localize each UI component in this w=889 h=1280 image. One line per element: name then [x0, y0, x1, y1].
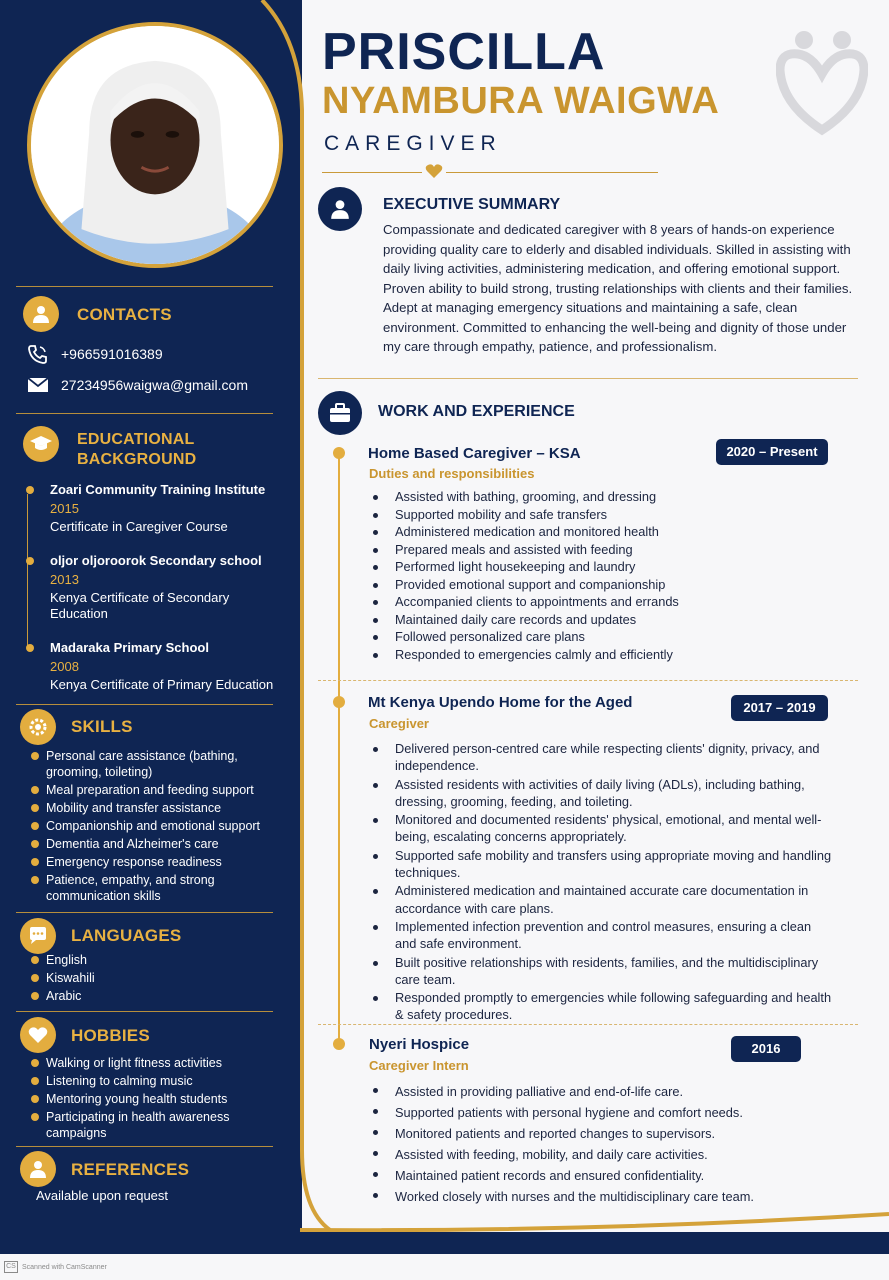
heart-divider-icon [425, 162, 443, 180]
job-subtitle: Duties and responsibilities [369, 466, 535, 481]
divider [318, 378, 858, 379]
scanner-text: Scanned with CamScanner [22, 1263, 107, 1271]
references-text: Available upon request [36, 1188, 169, 1203]
duty-item: Responded to emergencies calmly and efficiently [372, 646, 852, 664]
duty-item: Administered medication and monitored health [372, 523, 852, 541]
duty-item: Supported mobility and safe transfers [372, 506, 852, 524]
skill-item: Dementia and Alzheimer's care [30, 836, 280, 852]
skill-item: Mobility and transfer assistance [30, 800, 280, 816]
divider [318, 1024, 858, 1025]
education-year: 2008 [50, 659, 79, 674]
duties-list [372, 1081, 852, 1207]
duty-item: Monitored patients and reported changes to supervisors. [372, 1123, 852, 1144]
experience-timeline [338, 452, 340, 1048]
hobby-item: Listening to calming music [30, 1073, 280, 1089]
job-title: Home Based Caregiver – KSA [368, 445, 581, 462]
school-name: Madaraka Primary School [50, 640, 209, 655]
skill-item: Personal care assistance (bathing, grooming, toileting) [30, 748, 280, 780]
job-subtitle: Caregiver [369, 716, 429, 731]
heart-logo-icon [776, 26, 868, 138]
duty-item: Assisted residents with activities of daily living (ADLs), including bathing, dressing, grooming, feeding, and toileting. [372, 776, 832, 810]
duty-item: Maintained daily care records and updates [372, 611, 852, 629]
duty-item: Built positive relationships with residents, families, and the multidisciplinary care team. [372, 954, 832, 988]
job-title: Nyeri Hospice [369, 1036, 470, 1053]
job-period-badge: 2020 – Present [716, 439, 828, 465]
languages-title: LANGUAGES [71, 926, 182, 945]
scanner-logo: CS [4, 1261, 18, 1273]
role-title: CAREGIVER [324, 132, 502, 155]
education-detail: Kenya Certificate of Secondary Education [50, 590, 230, 621]
header-rule-left [322, 172, 422, 173]
hobby-item: Participating in health awareness campaigns [30, 1109, 280, 1141]
user-icon [318, 187, 362, 231]
skill-item: Patience, empathy, and strong communication skills [30, 872, 280, 904]
timeline-dot [333, 447, 345, 459]
header-rule-right [446, 172, 658, 173]
summary-text: Compassionate and dedicated caregiver with 8 years of hands-on experience providing quality care to elderly and disabled individuals. Skilled in assisting with daily living activities, administering medication, and offering emotional support. Proven ability to build strong, trusting relationships with clients and their families. Adept at managing emergency situations and maintaining a safe, clean environment. Committed to enhancing the well-being and dignity of those under my care through empathy, patience, and professionalism. [383, 222, 853, 354]
phone-number[interactable]: +966591016389 [61, 346, 163, 362]
skill-item: Emergency response readiness [30, 854, 280, 870]
job-title: Mt Kenya Upendo Home for the Aged [368, 694, 633, 711]
language-item: Kiswahili [30, 970, 280, 986]
skill-item: Companionship and emotional support [30, 818, 280, 834]
duty-item: Performed light housekeeping and laundry [372, 558, 852, 576]
scanner-watermark [4, 1261, 107, 1273]
language-item: English [30, 952, 280, 968]
school-name: Zoari Community Training Institute [50, 482, 266, 497]
contacts-title: CONTACTS [77, 305, 172, 324]
duty-item: Delivered person-centred care while respecting clients' dignity, privacy, and independence. [372, 740, 832, 774]
school-name: oljor oljoroorok Secondary school [50, 553, 262, 568]
duty-item: Accompanied clients to appointments and errands [372, 593, 852, 611]
hobby-item: Walking or light fitness activities [30, 1055, 280, 1071]
duty-item: Assisted with feeding, mobility, and daily care activities. [372, 1144, 852, 1165]
briefcase-icon [318, 391, 362, 435]
duty-item: Assisted with bathing, grooming, and dressing [372, 488, 852, 506]
references-title: REFERENCES [71, 1160, 190, 1179]
hobby-item: Mentoring young health students [30, 1091, 280, 1107]
last-names: NYAMBURA WAIGWA [322, 80, 720, 122]
duty-item: Maintained patient records and ensured confidentiality. [372, 1165, 852, 1186]
duty-item: Supported patients with personal hygiene and comfort needs. [372, 1102, 852, 1123]
education-detail: Certificate in Caregiver Course [50, 519, 228, 534]
first-name: PRISCILLA [322, 23, 606, 81]
hobbies-title: HOBBIES [71, 1026, 150, 1045]
job-subtitle: Caregiver Intern [369, 1058, 469, 1073]
duty-item: Provided emotional support and companionship [372, 576, 852, 594]
duty-item: Assisted in providing palliative and end-of-life care. [372, 1081, 852, 1102]
job-period-badge: 2016 [731, 1036, 801, 1062]
duty-item: Implemented infection prevention and control measures, ensuring a clean and safe environment. [372, 918, 832, 952]
job-period-badge: 2017 – 2019 [731, 695, 828, 721]
experience-title: WORK AND EXPERIENCE [378, 403, 575, 420]
duties-list [372, 488, 852, 663]
duty-item: Prepared meals and assisted with feeding [372, 541, 852, 559]
duty-item: Worked closely with nurses and the multidisciplinary care team. [372, 1186, 852, 1207]
education-year: 2015 [50, 501, 79, 516]
duty-item: Followed personalized care plans [372, 628, 852, 646]
email-address[interactable]: 27234956waigwa@gmail.com [61, 377, 248, 393]
timeline-dot [333, 696, 345, 708]
duty-item: Monitored and documented residents' physical, emotional, and mental well-being, escalating concerns appropriately. [372, 811, 832, 845]
duty-item: Responded promptly to emergencies while following safeguarding and health & safety procedures. [372, 989, 832, 1023]
skills-title: SKILLS [71, 717, 133, 736]
skill-item: Meal preparation and feeding support [30, 782, 280, 798]
education-title-line1: EDUCATIONAL [77, 431, 195, 448]
duty-item: Administered medication and maintained accurate care documentation in accordance with care plans. [372, 882, 832, 916]
education-detail: Kenya Certificate of Primary Education [50, 677, 274, 692]
education-year: 2013 [50, 572, 79, 587]
timeline-dot [333, 1038, 345, 1050]
divider [318, 680, 858, 681]
duties-list [372, 740, 832, 1025]
summary-title: EXECUTIVE SUMMARY [383, 196, 561, 213]
duty-item: Supported safe mobility and transfers using appropriate moving and handling techniques. [372, 847, 832, 881]
language-item: Arabic [30, 988, 280, 1004]
education-title-line2: BACKGROUND [77, 451, 197, 468]
